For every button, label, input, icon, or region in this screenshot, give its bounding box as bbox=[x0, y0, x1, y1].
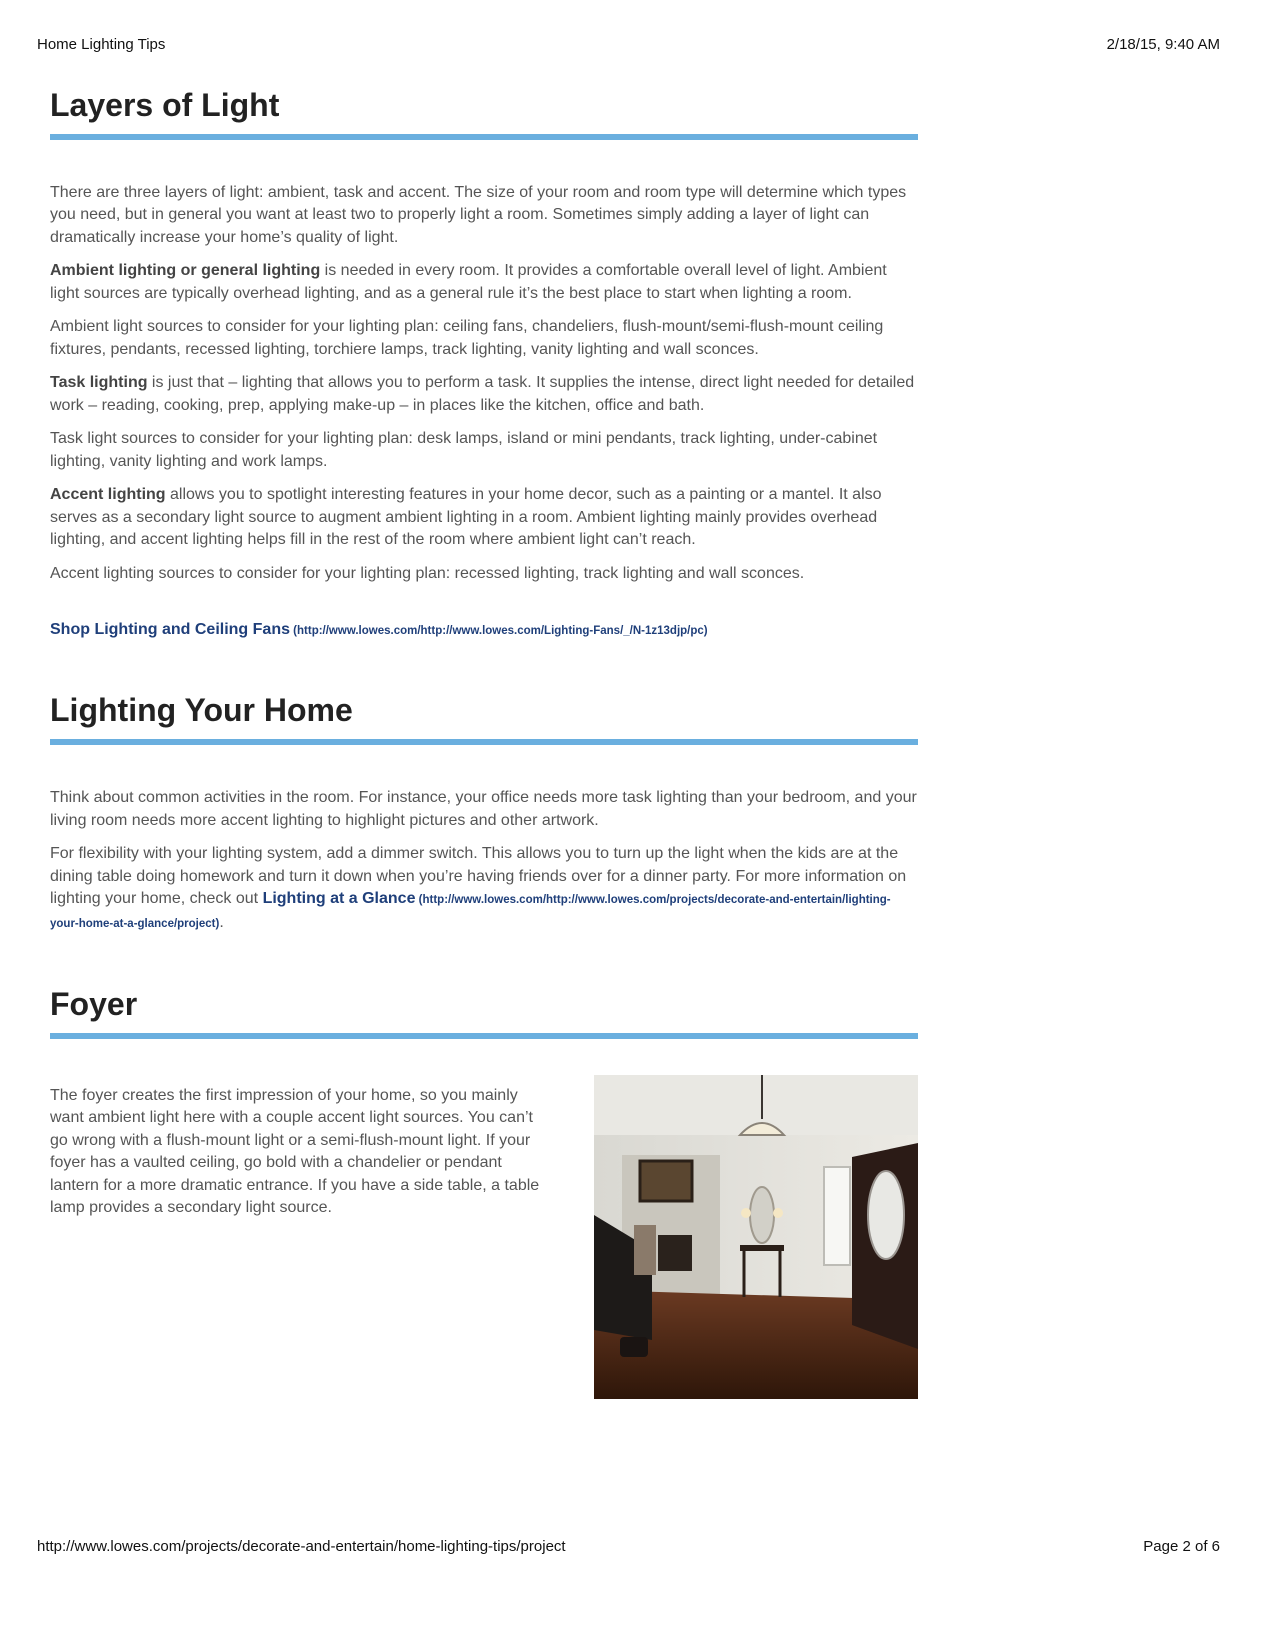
photo-window bbox=[824, 1167, 850, 1265]
print-page-number: Page 2 of 6 bbox=[1143, 1538, 1220, 1555]
section-layers-of-light bbox=[50, 88, 918, 639]
ambient-sources-paragraph: Ambient light sources to consider for your lighting plan: ceiling fans, chandeliers, flush-mount/semi-flush-mount ceiling fixtures, pendants, recessed lighting, torchiere lamps, track lighting, vanity lighting and wall sconces. bbox=[50, 318, 884, 358]
lighting-body bbox=[50, 787, 918, 935]
photo-coat bbox=[634, 1225, 656, 1275]
shop-link-line bbox=[50, 621, 918, 639]
print-footer bbox=[37, 1538, 1220, 1555]
task-sources-paragraph: Task light sources to consider for your lighting plan: desk lamps, island or mini pendants, track lighting, under-cabinet lighting, vanity lighting and work lamps. bbox=[50, 430, 878, 470]
lighting-dimmer-paragraph bbox=[50, 843, 918, 935]
accent-term: Accent lighting bbox=[50, 486, 166, 504]
print-page-title: Home Lighting Tips bbox=[37, 36, 166, 53]
lighting-heading: Lighting Your Home bbox=[50, 693, 918, 745]
layers-body bbox=[50, 182, 918, 640]
article-content bbox=[50, 88, 918, 1399]
foyer-row bbox=[50, 1075, 918, 1399]
print-datetime: 2/18/15, 9:40 AM bbox=[1106, 36, 1220, 53]
photo-lamp-left bbox=[741, 1208, 751, 1218]
photo-door-glass bbox=[868, 1171, 904, 1259]
lighting-activities-paragraph: Think about common activities in the room. For instance, your office needs more task lighting than your bedroom, and your living room needs more accent lighting to highlight pictures and other artwork. bbox=[50, 789, 917, 829]
photo-fireplace bbox=[658, 1235, 692, 1271]
foyer-text bbox=[50, 1075, 545, 1399]
task-term: Task lighting bbox=[50, 374, 148, 392]
section-foyer bbox=[50, 987, 918, 1399]
foyer-photo bbox=[594, 1075, 918, 1399]
layers-heading: Layers of Light bbox=[50, 88, 918, 140]
accent-paragraph bbox=[50, 484, 918, 552]
print-source-url: http://www.lowes.com/projects/decorate-and-entertain/home-lighting-tips/project bbox=[37, 1538, 566, 1555]
photo-mirror bbox=[750, 1187, 774, 1243]
shop-lighting-url: (http://www.lowes.com/http://www.lowes.com/Lighting-Fans/_/N-1z13djp/pc) bbox=[289, 625, 708, 638]
photo-lamp-right bbox=[773, 1208, 783, 1218]
foyer-paragraph: The foyer creates the first impression of your home, so you mainly want ambient light here with a couple accent light sources. You can’t go wrong with a flush-mount light or a semi-flush-mount light. If your foyer has a vaulted ceiling, go bold with a chandelier or pendant lantern for a more dramatic entrance. If you have a side table, a table lamp provides a secondary light source. bbox=[50, 1086, 540, 1217]
section-lighting-your-home bbox=[50, 693, 918, 935]
photo-painting bbox=[640, 1161, 692, 1201]
task-paragraph bbox=[50, 372, 918, 417]
shop-lighting-link[interactable]: Shop Lighting and Ceiling Fans bbox=[50, 621, 290, 639]
accent-sources-paragraph: Accent lighting sources to consider for your lighting plan: recessed lighting, track lighting and wall sconces. bbox=[50, 564, 805, 582]
accent-description: allows you to spotlight interesting features in your home decor, such as a painting or a mantel. It also serves as a secondary light source to augment ambient lighting in a room. Ambient lighting mainly provides overhead lighting, and accent lighting helps fill in the rest of the room where ambient light can’t reach. bbox=[50, 486, 882, 549]
print-header bbox=[37, 36, 1220, 53]
lighting-at-a-glance-link[interactable]: Lighting at a Glance bbox=[262, 890, 416, 908]
ambient-paragraph bbox=[50, 260, 918, 305]
photo-console-table bbox=[740, 1245, 784, 1251]
foyer-heading: Foyer bbox=[50, 987, 918, 1039]
dimmer-period: . bbox=[219, 913, 224, 931]
lighting-at-a-glance-url: (http://www.lowes.com/http://www.lowes.com/projects/decorate-and-entertain/lighting-your-home-at-a-glance/project) bbox=[50, 894, 891, 930]
dimmer-text: For flexibility with your lighting system, add a dimmer switch. This allows you to turn up the light when the kids are at the dining table doing homework and turn it down when you’re having friends over for a dinner party. For more information on lighting your home, check out bbox=[50, 845, 907, 908]
photo-handbag bbox=[620, 1337, 648, 1357]
task-description: is just that – lighting that allows you to perform a task. It supplies the intense, direct light needed for detailed work – reading, cooking, prep, applying make-up – in places like the kitchen, office and bath. bbox=[50, 374, 915, 414]
ambient-term: Ambient lighting or general lighting bbox=[50, 262, 321, 280]
layers-intro-paragraph: There are three layers of light: ambient, task and accent. The size of your room and room type will determine which types you need, but in general you want at least two to properly light a room. Sometimes simply adding a layer of light can dramatically increase your home’s quality of light. bbox=[50, 183, 907, 246]
ambient-description: is needed in every room. It provides a comfortable overall level of light. Ambient light sources are typically overhead lighting, and as a general rule it’s the best place to start when lighting a room. bbox=[50, 262, 887, 302]
